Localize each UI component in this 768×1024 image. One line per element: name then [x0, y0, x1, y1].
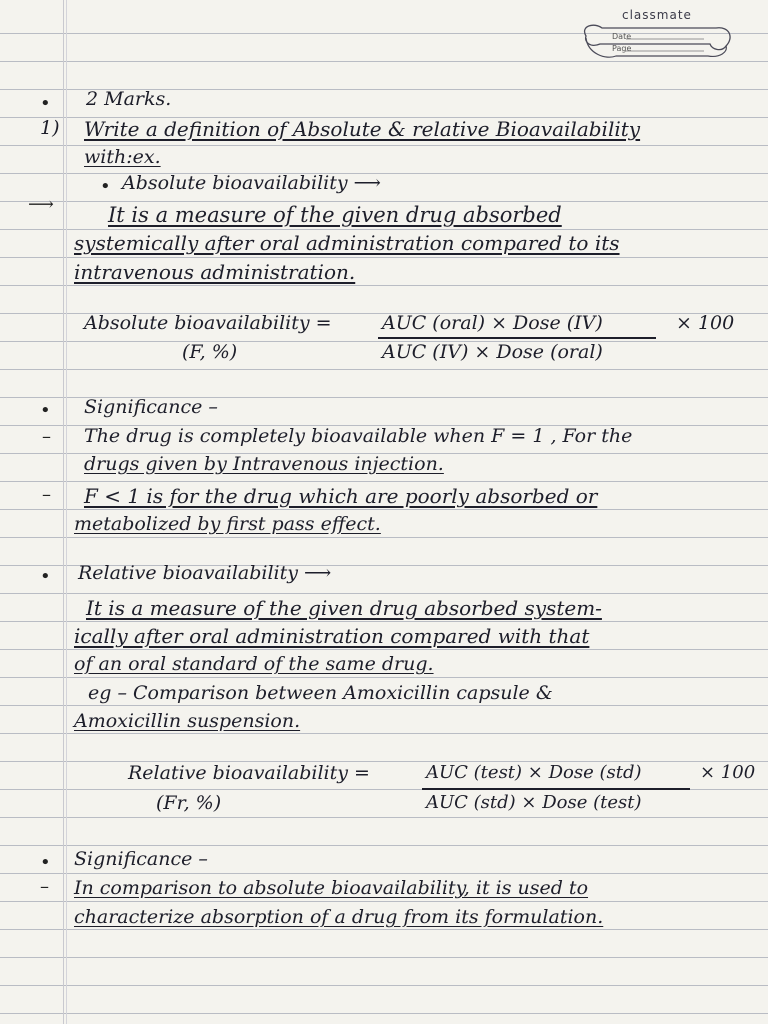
relative-heading: Relative bioavailability ⟶ — [78, 562, 332, 584]
marks-label: 2 Marks. — [86, 88, 172, 110]
absolute-definition-1: It is a measure of the given drug absorbed — [108, 203, 562, 227]
question-line-2: with:ex. — [84, 146, 161, 168]
relative-definition-2: ically after oral administration compared with that — [74, 624, 590, 648]
margin-line-inner — [66, 0, 67, 1024]
brand-name: classmate — [622, 8, 692, 22]
significance-1-line-3: F < 1 is for the drug which are poorly absorbed or — [84, 484, 598, 508]
absolute-formula-symbol: (F, %) — [182, 341, 238, 363]
relative-formula-numerator: AUC (test) × Dose (std) — [426, 762, 642, 783]
bullet-dash: – — [42, 426, 51, 447]
absolute-heading: Absolute bioavailability ⟶ — [122, 172, 381, 194]
relative-definition-1: It is a measure of the given drug absorbed system- — [86, 596, 602, 620]
relative-example-1: eg – Comparison between Amoxicillin capsule & — [88, 682, 553, 704]
bullet-dot: • — [40, 566, 51, 587]
absolute-fraction-bar — [378, 337, 656, 339]
significance-1-line-1: The drug is completely bioavailable when F = 1 , For the — [84, 425, 633, 447]
notebook-brand-logo — [576, 8, 734, 66]
bullet-dot: • — [100, 176, 111, 197]
significance-2-line-1: In comparison to absolute bioavailability, it is used to — [74, 877, 589, 899]
relative-formula-label: Relative bioavailability = — [128, 762, 370, 784]
significance-heading-1: Significance – — [84, 396, 218, 418]
absolute-definition-3: intravenous administration. — [74, 260, 356, 284]
significance-2-line-2: characterize absorption of a drug from its formulation. — [74, 906, 604, 928]
relative-formula-multiplier: × 100 — [700, 762, 756, 783]
absolute-formula-numerator: AUC (oral) × Dose (IV) — [382, 312, 603, 334]
significance-heading-2: Significance – — [74, 848, 208, 870]
relative-formula-symbol: (Fr, %) — [156, 792, 222, 814]
page-label: Page — [612, 44, 632, 53]
significance-1-line-4: metabolized by first pass effect. — [74, 513, 381, 535]
date-label: Date — [612, 32, 632, 41]
margin-line — [63, 0, 64, 1024]
absolute-formula-label: Absolute bioavailability = — [84, 312, 332, 334]
absolute-formula-denominator: AUC (IV) × Dose (oral) — [382, 341, 603, 363]
bullet-dot: • — [40, 852, 51, 873]
question-number: 1) — [40, 117, 60, 139]
relative-definition-3: of an oral standard of the same drug. — [74, 653, 434, 675]
arrow-icon: ⟶ — [28, 194, 54, 215]
relative-fraction-bar — [422, 788, 690, 790]
relative-formula-denominator: AUC (std) × Dose (test) — [426, 792, 642, 813]
absolute-definition-2: systemically after oral administration compared to its — [74, 231, 620, 255]
significance-1-line-2: drugs given by Intravenous injection. — [84, 453, 444, 475]
bullet-dot: • — [40, 400, 51, 421]
relative-example-2: Amoxicillin suspension. — [74, 710, 301, 732]
bullet-dash: – — [40, 876, 49, 897]
question-line-1: Write a definition of Absolute & relative Bioavailability — [84, 117, 641, 141]
bullet-dot: • — [40, 93, 51, 114]
absolute-formula-multiplier: × 100 — [676, 312, 735, 334]
bullet-dash: – — [42, 484, 51, 505]
